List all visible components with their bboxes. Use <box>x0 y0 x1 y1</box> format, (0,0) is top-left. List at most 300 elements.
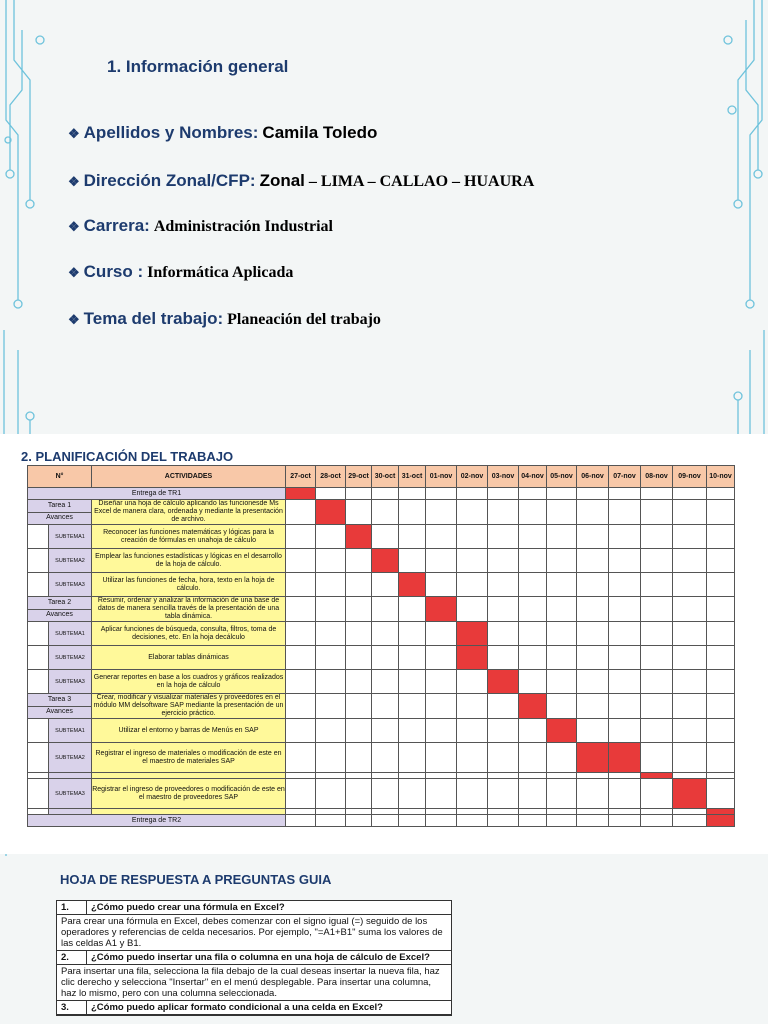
day-cell <box>372 597 399 622</box>
activity-text: Utilizar las funciones de fecha, hora, texto en la hoja de cálculo. <box>92 573 286 597</box>
day-cell <box>286 622 316 646</box>
day-cell <box>488 549 519 573</box>
date-header: 31-oct <box>399 466 426 488</box>
questions-title: HOJA DE RESPUESTA A PREGUNTAS GUIA <box>60 872 332 887</box>
day-cell <box>547 622 577 646</box>
day-cell <box>399 500 426 525</box>
day-cell <box>577 525 609 549</box>
day-cell <box>547 597 577 622</box>
day-cell <box>457 525 488 549</box>
day-cell <box>707 597 735 622</box>
day-cell <box>316 622 346 646</box>
day-cell <box>707 743 735 773</box>
gantt-bar <box>457 622 488 646</box>
day-cell <box>316 815 346 827</box>
activity-text: Reconocer las funciones matemáticas y lógicas para la creación de fórmulas en unahoja de cálculo <box>92 525 286 549</box>
day-cell <box>707 622 735 646</box>
day-cell <box>399 815 426 827</box>
gantt-row <box>28 815 735 827</box>
day-cell <box>399 694 426 719</box>
info-value: Informática Aplicada <box>147 264 294 281</box>
day-cell <box>372 670 399 694</box>
day-cell <box>641 500 673 525</box>
gantt-bar <box>519 694 547 719</box>
day-cell <box>641 670 673 694</box>
day-cell <box>673 597 707 622</box>
task-label: Tarea 2 <box>28 597 92 610</box>
day-cell <box>346 646 372 670</box>
day-cell <box>426 670 457 694</box>
day-cell <box>316 743 346 773</box>
blank-cell <box>28 525 49 549</box>
info-row-name <box>68 123 377 143</box>
planning-title: 2. PLANIFICACIÓN DEL TRABAJO <box>21 449 234 464</box>
day-cell <box>673 719 707 743</box>
gantt-row <box>28 670 735 694</box>
question-row <box>57 951 451 965</box>
milestone-label: Entrega de TR2 <box>28 815 286 827</box>
subtopic-label: SUBTEMA1 <box>49 719 92 743</box>
day-cell <box>488 646 519 670</box>
day-cell <box>346 694 372 719</box>
day-cell <box>488 719 519 743</box>
day-cell <box>399 525 426 549</box>
day-cell <box>488 743 519 773</box>
day-cell <box>426 549 457 573</box>
gantt-bar <box>547 719 577 743</box>
day-cell <box>547 549 577 573</box>
gantt-bar <box>372 549 399 573</box>
day-cell <box>519 597 547 622</box>
day-cell <box>399 719 426 743</box>
day-cell <box>519 719 547 743</box>
subtopic-label: SUBTEMA2 <box>49 549 92 573</box>
day-cell <box>346 779 372 809</box>
subtopic-label: SUBTEMA2 <box>49 743 92 773</box>
day-cell <box>399 597 426 622</box>
day-cell <box>577 719 609 743</box>
day-cell <box>488 779 519 809</box>
day-cell <box>457 597 488 622</box>
gantt-row <box>28 779 735 809</box>
gantt-row <box>28 719 735 743</box>
info-row-zonal <box>68 171 534 191</box>
day-cell <box>488 525 519 549</box>
date-header: 10-nov <box>707 466 735 488</box>
date-header: 27-oct <box>286 466 316 488</box>
day-cell <box>641 694 673 719</box>
day-cell <box>372 488 399 500</box>
day-cell <box>346 573 372 597</box>
answer-text: Para insertar una fila, selecciona la fila debajo de la cual deseas insertar la nueva fila, haz clic derecho y selecciona "Insertar" en el menú desplegable. Para insertar una columna, haz lo mismo, pero con una columna seleccionada. <box>57 965 451 1001</box>
activity-text: Elaborar tablas dinámicas <box>92 646 286 670</box>
day-cell <box>577 500 609 525</box>
day-cell <box>519 622 547 646</box>
day-cell <box>488 815 519 827</box>
diamond-bullet-icon: ❖ <box>68 174 80 189</box>
day-cell <box>641 646 673 670</box>
day-cell <box>286 597 316 622</box>
day-cell <box>372 500 399 525</box>
info-value-prefix: Zonal <box>259 171 305 190</box>
day-cell <box>519 743 547 773</box>
day-cell <box>426 573 457 597</box>
day-cell <box>609 779 641 809</box>
day-cell <box>547 670 577 694</box>
day-cell <box>457 500 488 525</box>
day-cell <box>346 719 372 743</box>
info-value: Administración Industrial <box>153 218 333 235</box>
day-cell <box>426 646 457 670</box>
day-cell <box>457 719 488 743</box>
day-cell <box>519 815 547 827</box>
day-cell <box>609 670 641 694</box>
info-label: Curso : <box>83 262 144 281</box>
day-cell <box>707 500 735 525</box>
section-title: 1. Información general <box>107 57 289 76</box>
day-cell <box>286 815 316 827</box>
info-value: – LIMA – CALLAO – HUAURA <box>308 173 535 190</box>
day-cell <box>399 779 426 809</box>
gantt-row <box>28 488 735 500</box>
task-label: Tarea 1 <box>28 500 92 513</box>
day-cell <box>457 743 488 773</box>
day-cell <box>488 573 519 597</box>
day-cell <box>609 646 641 670</box>
info-row-carrera <box>68 216 333 236</box>
day-cell <box>488 597 519 622</box>
question-text: ¿Cómo puedo aplicar formato condicional a una celda en Excel? <box>91 1002 383 1013</box>
day-cell <box>316 525 346 549</box>
day-cell <box>488 500 519 525</box>
day-cell <box>286 694 316 719</box>
day-cell <box>609 815 641 827</box>
question-text: ¿Cómo puedo insertar una fila o columna en una hoja de cálculo de Excel? <box>91 952 430 963</box>
date-header: 01-nov <box>426 466 457 488</box>
gantt-row <box>28 646 735 670</box>
question-number: 3. <box>57 1001 87 1014</box>
day-cell <box>519 549 547 573</box>
date-header: 02-nov <box>457 466 488 488</box>
progress-label: Avances <box>28 609 92 622</box>
activity-text: Aplicar funciones de búsqueda, consulta, filtros, toma de decisiones, etc. En la hoja decálculo <box>92 622 286 646</box>
day-cell <box>577 597 609 622</box>
day-cell <box>609 573 641 597</box>
date-header: 30-oct <box>372 466 399 488</box>
day-cell <box>372 525 399 549</box>
day-cell <box>577 549 609 573</box>
day-cell <box>707 779 735 809</box>
day-cell <box>673 815 707 827</box>
gantt-table <box>27 465 735 827</box>
day-cell <box>316 488 346 500</box>
day-cell <box>641 549 673 573</box>
day-cell <box>316 573 346 597</box>
day-cell <box>547 573 577 597</box>
progress-label: Avances <box>28 706 92 719</box>
date-header: 29-oct <box>346 466 372 488</box>
day-cell <box>372 646 399 670</box>
gantt-bar <box>399 573 426 597</box>
info-row-curso <box>68 262 293 282</box>
day-cell <box>457 488 488 500</box>
day-cell <box>519 500 547 525</box>
day-cell <box>577 573 609 597</box>
day-cell <box>399 670 426 694</box>
day-cell <box>399 488 426 500</box>
day-cell <box>707 488 735 500</box>
day-cell <box>609 597 641 622</box>
day-cell <box>641 525 673 549</box>
day-cell <box>609 488 641 500</box>
info-value: Planeación del trabajo <box>227 311 381 328</box>
day-cell <box>457 779 488 809</box>
day-cell <box>547 646 577 670</box>
question-number: 2. <box>57 951 87 964</box>
blank-cell <box>28 549 49 573</box>
day-cell <box>577 488 609 500</box>
activity-text: Utilizar el entorno y barras de Menús en SAP <box>92 719 286 743</box>
day-cell <box>609 525 641 549</box>
day-cell <box>547 743 577 773</box>
day-cell <box>609 622 641 646</box>
day-cell <box>426 622 457 646</box>
day-cell <box>707 670 735 694</box>
blank-cell <box>28 573 49 597</box>
day-cell <box>519 670 547 694</box>
gantt-bar <box>609 743 641 773</box>
day-cell <box>426 815 457 827</box>
day-cell <box>286 646 316 670</box>
subtopic-label: SUBTEMA2 <box>49 646 92 670</box>
day-cell <box>488 488 519 500</box>
gantt-row <box>28 500 735 513</box>
day-cell <box>426 488 457 500</box>
day-cell <box>673 549 707 573</box>
gantt-row <box>28 743 735 773</box>
blank-cell <box>28 779 49 809</box>
answer-text: Para crear una fórmula en Excel, debes comenzar con el signo igual (=) seguido de los operadores y referencias de celda necesarios. Por ejemplo, "=A1+B1" suma los valores de las celdas A1 y B1. <box>57 915 451 951</box>
planning-section <box>0 434 768 854</box>
day-cell <box>426 719 457 743</box>
day-cell <box>426 525 457 549</box>
day-cell <box>641 815 673 827</box>
blank-cell <box>28 743 49 773</box>
blank-cell <box>28 670 49 694</box>
info-label: Apellidos y Nombres: <box>83 123 259 142</box>
day-cell <box>346 549 372 573</box>
subtopic-label: SUBTEMA1 <box>49 622 92 646</box>
gantt-row <box>28 622 735 646</box>
day-cell <box>673 573 707 597</box>
day-cell <box>399 743 426 773</box>
day-cell <box>372 573 399 597</box>
day-cell <box>286 670 316 694</box>
day-cell <box>673 670 707 694</box>
day-cell <box>372 719 399 743</box>
day-cell <box>488 694 519 719</box>
subtopic-label: SUBTEMA1 <box>49 525 92 549</box>
day-cell <box>316 597 346 622</box>
col-header-activities: ACTIVIDADES <box>92 466 286 488</box>
date-header: 07-nov <box>609 466 641 488</box>
date-header: 28-oct <box>316 466 346 488</box>
day-cell <box>316 719 346 743</box>
info-label: Carrera: <box>83 216 150 235</box>
day-cell <box>426 743 457 773</box>
day-cell <box>641 573 673 597</box>
day-cell <box>457 573 488 597</box>
subtopic-label: SUBTEMA3 <box>49 779 92 809</box>
day-cell <box>286 779 316 809</box>
day-cell <box>609 694 641 719</box>
day-cell <box>577 670 609 694</box>
day-cell <box>519 779 547 809</box>
day-cell <box>673 646 707 670</box>
day-cell <box>673 500 707 525</box>
day-cell <box>641 719 673 743</box>
day-cell <box>346 488 372 500</box>
milestone-label: Entrega de TR1 <box>28 488 286 500</box>
day-cell <box>673 694 707 719</box>
date-header: 04-nov <box>519 466 547 488</box>
gantt-row <box>28 549 735 573</box>
gantt-bar <box>577 743 609 773</box>
subtopic-label: SUBTEMA3 <box>49 573 92 597</box>
gantt-bar <box>346 525 372 549</box>
day-cell <box>457 549 488 573</box>
gantt-bar <box>488 670 519 694</box>
day-cell <box>372 694 399 719</box>
day-cell <box>286 500 316 525</box>
day-cell <box>547 488 577 500</box>
day-cell <box>673 743 707 773</box>
day-cell <box>399 646 426 670</box>
day-cell <box>547 815 577 827</box>
activity-text: Diseñar una hoja de cálculo aplicando las funcionesde Ms Excel de manera clara, ordenada y mediante la presentación de archivo. <box>92 500 286 525</box>
day-cell <box>426 779 457 809</box>
day-cell <box>707 646 735 670</box>
info-value: Camila Toledo <box>262 123 378 142</box>
day-cell <box>707 573 735 597</box>
activity-text: Crear, modificar y visualizar materiales y proveedores en el módulo MM delsoftware SAP mediante la presentación de un ejercicio práctico. <box>92 694 286 719</box>
day-cell <box>519 525 547 549</box>
day-cell <box>577 646 609 670</box>
day-cell <box>488 622 519 646</box>
gantt-row <box>28 597 735 610</box>
day-cell <box>609 500 641 525</box>
date-header: 06-nov <box>577 466 609 488</box>
gantt-bar <box>673 779 707 809</box>
info-row-tema <box>68 309 381 329</box>
day-cell <box>577 622 609 646</box>
day-cell <box>286 573 316 597</box>
day-cell <box>346 622 372 646</box>
day-cell <box>457 694 488 719</box>
day-cell <box>641 597 673 622</box>
gantt-bar <box>426 597 457 622</box>
blank-cell <box>28 719 49 743</box>
progress-label: Avances <box>28 512 92 525</box>
day-cell <box>286 549 316 573</box>
questions-table <box>56 900 452 1016</box>
day-cell <box>399 622 426 646</box>
question-row <box>57 901 451 915</box>
blank-cell <box>28 622 49 646</box>
activity-text: Registrar el ingreso de materiales o modificación de este en el maestro de materiales SAP <box>92 743 286 773</box>
day-cell <box>673 622 707 646</box>
diamond-bullet-icon: ❖ <box>68 219 80 234</box>
gantt-bar <box>286 488 316 500</box>
day-cell <box>457 815 488 827</box>
day-cell <box>641 488 673 500</box>
day-cell <box>286 743 316 773</box>
gantt-bar <box>316 500 346 525</box>
questions-section <box>0 856 768 1024</box>
activity-text: Generar reportes en base a los cuadros y gráficos realizados en la hoja de cálculo <box>92 670 286 694</box>
day-cell <box>519 646 547 670</box>
day-cell <box>316 646 346 670</box>
day-cell <box>547 779 577 809</box>
col-header-number: N° <box>28 466 92 488</box>
day-cell <box>577 694 609 719</box>
day-cell <box>707 694 735 719</box>
diamond-bullet-icon: ❖ <box>68 312 80 327</box>
date-header: 05-nov <box>547 466 577 488</box>
day-cell <box>346 597 372 622</box>
day-cell <box>286 525 316 549</box>
day-cell <box>399 549 426 573</box>
day-cell <box>426 500 457 525</box>
day-cell <box>547 525 577 549</box>
day-cell <box>346 815 372 827</box>
gantt-bar <box>457 646 488 670</box>
info-label: Dirección Zonal/CFP: <box>83 171 256 190</box>
day-cell <box>346 743 372 773</box>
gantt-header-row <box>28 466 735 488</box>
day-cell <box>547 694 577 719</box>
day-cell <box>673 488 707 500</box>
day-cell <box>707 719 735 743</box>
gantt-row <box>28 694 735 707</box>
day-cell <box>609 719 641 743</box>
day-cell <box>577 779 609 809</box>
info-label: Tema del trabajo: <box>83 309 224 328</box>
question-number: 1. <box>57 901 87 914</box>
day-cell <box>609 549 641 573</box>
day-cell <box>316 670 346 694</box>
day-cell <box>372 779 399 809</box>
day-cell <box>707 525 735 549</box>
activity-text: Emplear las funciones estadísticas y lógicas en el desarrollo de la hoja de cálculo. <box>92 549 286 573</box>
gantt-row <box>28 525 735 549</box>
gantt-bar <box>707 815 735 827</box>
day-cell <box>346 500 372 525</box>
activity-text: Resumir, ordenar y analizar la información de una base de datos de manera sencilla través de la presentación de una tabla dinámica. <box>92 597 286 622</box>
general-info-section <box>0 0 768 432</box>
task-label: Tarea 3 <box>28 694 92 707</box>
question-row <box>57 1001 451 1015</box>
day-cell <box>519 488 547 500</box>
day-cell <box>641 743 673 773</box>
day-cell <box>577 815 609 827</box>
day-cell <box>372 815 399 827</box>
day-cell <box>286 719 316 743</box>
diamond-bullet-icon: ❖ <box>68 265 80 280</box>
date-header: 03-nov <box>488 466 519 488</box>
day-cell <box>316 549 346 573</box>
day-cell <box>316 694 346 719</box>
